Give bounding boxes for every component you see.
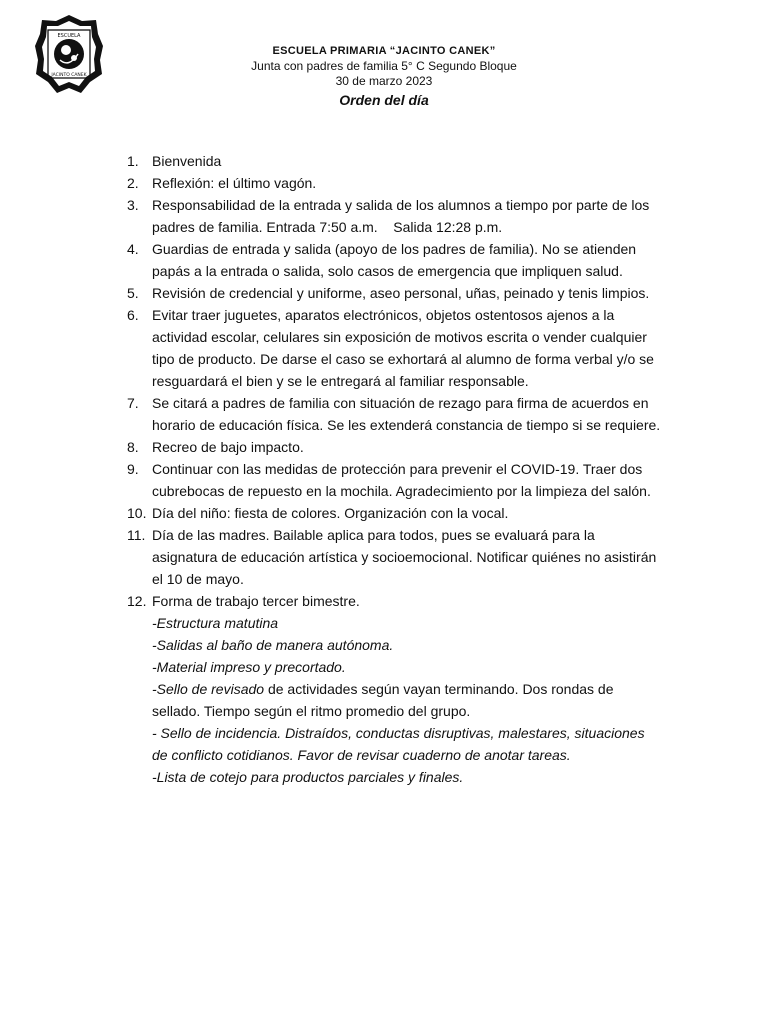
list-item xyxy=(123,392,663,436)
logo-top-text: ESCUELA xyxy=(57,33,81,39)
item-number: 6. xyxy=(127,307,139,323)
item-text: Revisión de credencial y uniforme, aseo personal, uñas, peinado y tenis limpios. xyxy=(152,285,650,301)
subitem-bathroom: -Salidas al baño de manera autónoma. xyxy=(152,637,394,653)
subitem-structure: -Estructura matutina xyxy=(152,615,279,631)
list-item xyxy=(123,458,663,502)
agenda-list xyxy=(123,150,663,788)
item-number: 11. xyxy=(127,527,146,543)
item-number: 5. xyxy=(127,285,139,301)
item-text: Evitar traer juguetes, aparatos electrónicos, objetos ostentosos ajenos a la actividad escolar, celulares sin exposición de motivos escrita o vender cualquier tipo de producto. De darse el caso se exhortará al alumno de forma verbal y/o se resguardará el bien y se le entregará al familiar responsable. xyxy=(152,307,654,389)
item-number: 7. xyxy=(127,395,139,411)
item-text: Bienvenida xyxy=(152,153,222,169)
subitem-review-stamp-text: de actividades según vayan terminando. Dos rondas de sellado. Tiempo según el ritmo promedio del grupo. xyxy=(152,681,614,719)
list-item xyxy=(123,194,663,238)
list-item xyxy=(123,150,663,172)
item-number: 3. xyxy=(127,197,139,213)
meeting-date: 30 de marzo 2023 xyxy=(335,74,433,88)
list-item xyxy=(123,238,663,282)
list-item xyxy=(123,436,663,458)
logo-bottom-text: JACINTO CANEK xyxy=(51,73,87,78)
list-item xyxy=(123,172,663,194)
meeting-title: Junta con padres de familia 5° C Segundo Bloque xyxy=(251,59,517,73)
item-number: 2. xyxy=(127,175,139,191)
subitem-review-stamp xyxy=(123,678,663,722)
subitem-review-stamp-label: -Sello de revisado xyxy=(152,681,265,697)
item-text: Responsabilidad de la entrada y salida de los alumnos a tiempo por parte de los padres de familia. Entrada 7:50 a.m. Salida 12:28 p.m. xyxy=(152,197,654,235)
item-text: Día del niño: fiesta de colores. Organización con la vocal. xyxy=(152,505,509,521)
item-number: 1. xyxy=(127,153,139,169)
agenda-title: Orden del día xyxy=(339,92,429,108)
item-text: Reflexión: el último vagón. xyxy=(152,175,317,191)
item-text: Forma de trabajo tercer bimestre. xyxy=(152,593,360,609)
item-number: 8. xyxy=(127,439,139,455)
item-number: 9. xyxy=(127,461,139,477)
item-text: Día de las madres. Bailable aplica para todos, pues se evaluará para la asignatura de educación artística y socioemocional. Notificar quiénes no asistirán el 10 de mayo. xyxy=(152,527,657,587)
list-item xyxy=(123,304,663,392)
item-text: Se citará a padres de familia con situación de rezago para firma de acuerdos en horario de educación física. Se les extenderá constancia de tiempo si se requiere. xyxy=(152,395,661,433)
subitem-material: -Material impreso y precortado. xyxy=(152,659,346,675)
item-number: 4. xyxy=(127,241,139,257)
item-text: Guardias de entrada y salida (apoyo de los padres de familia). No se atienden papás a la entrada o salida, solo casos de emergencia que impliquen salud. xyxy=(152,241,637,279)
list-item xyxy=(123,282,663,304)
item-text: Continuar con las medidas de protección para prevenir el COVID-19. Traer dos cubrebocas de repuesto en la mochila. Agradecimiento por la limpieza del salón. xyxy=(152,461,651,499)
item-number: 10. xyxy=(127,505,147,521)
document-header xyxy=(0,44,768,110)
list-item xyxy=(123,590,663,612)
item-number: 12. xyxy=(127,593,147,609)
school-name: ESCUELA PRIMARIA “JACINTO CANEK” xyxy=(272,45,496,57)
list-item xyxy=(123,502,663,524)
subitem-checklist: -Lista de cotejo para productos parciales y finales. xyxy=(152,769,464,785)
subitem-incident-stamp: - Sello de incidencia. Distraídos, conductas disruptivas, malestares, situaciones de conflicto cotidianos. Favor de revisar cuaderno de anotar tareas. xyxy=(152,725,645,763)
list-item xyxy=(123,524,663,590)
item-text: Recreo de bajo impacto. xyxy=(152,439,304,455)
